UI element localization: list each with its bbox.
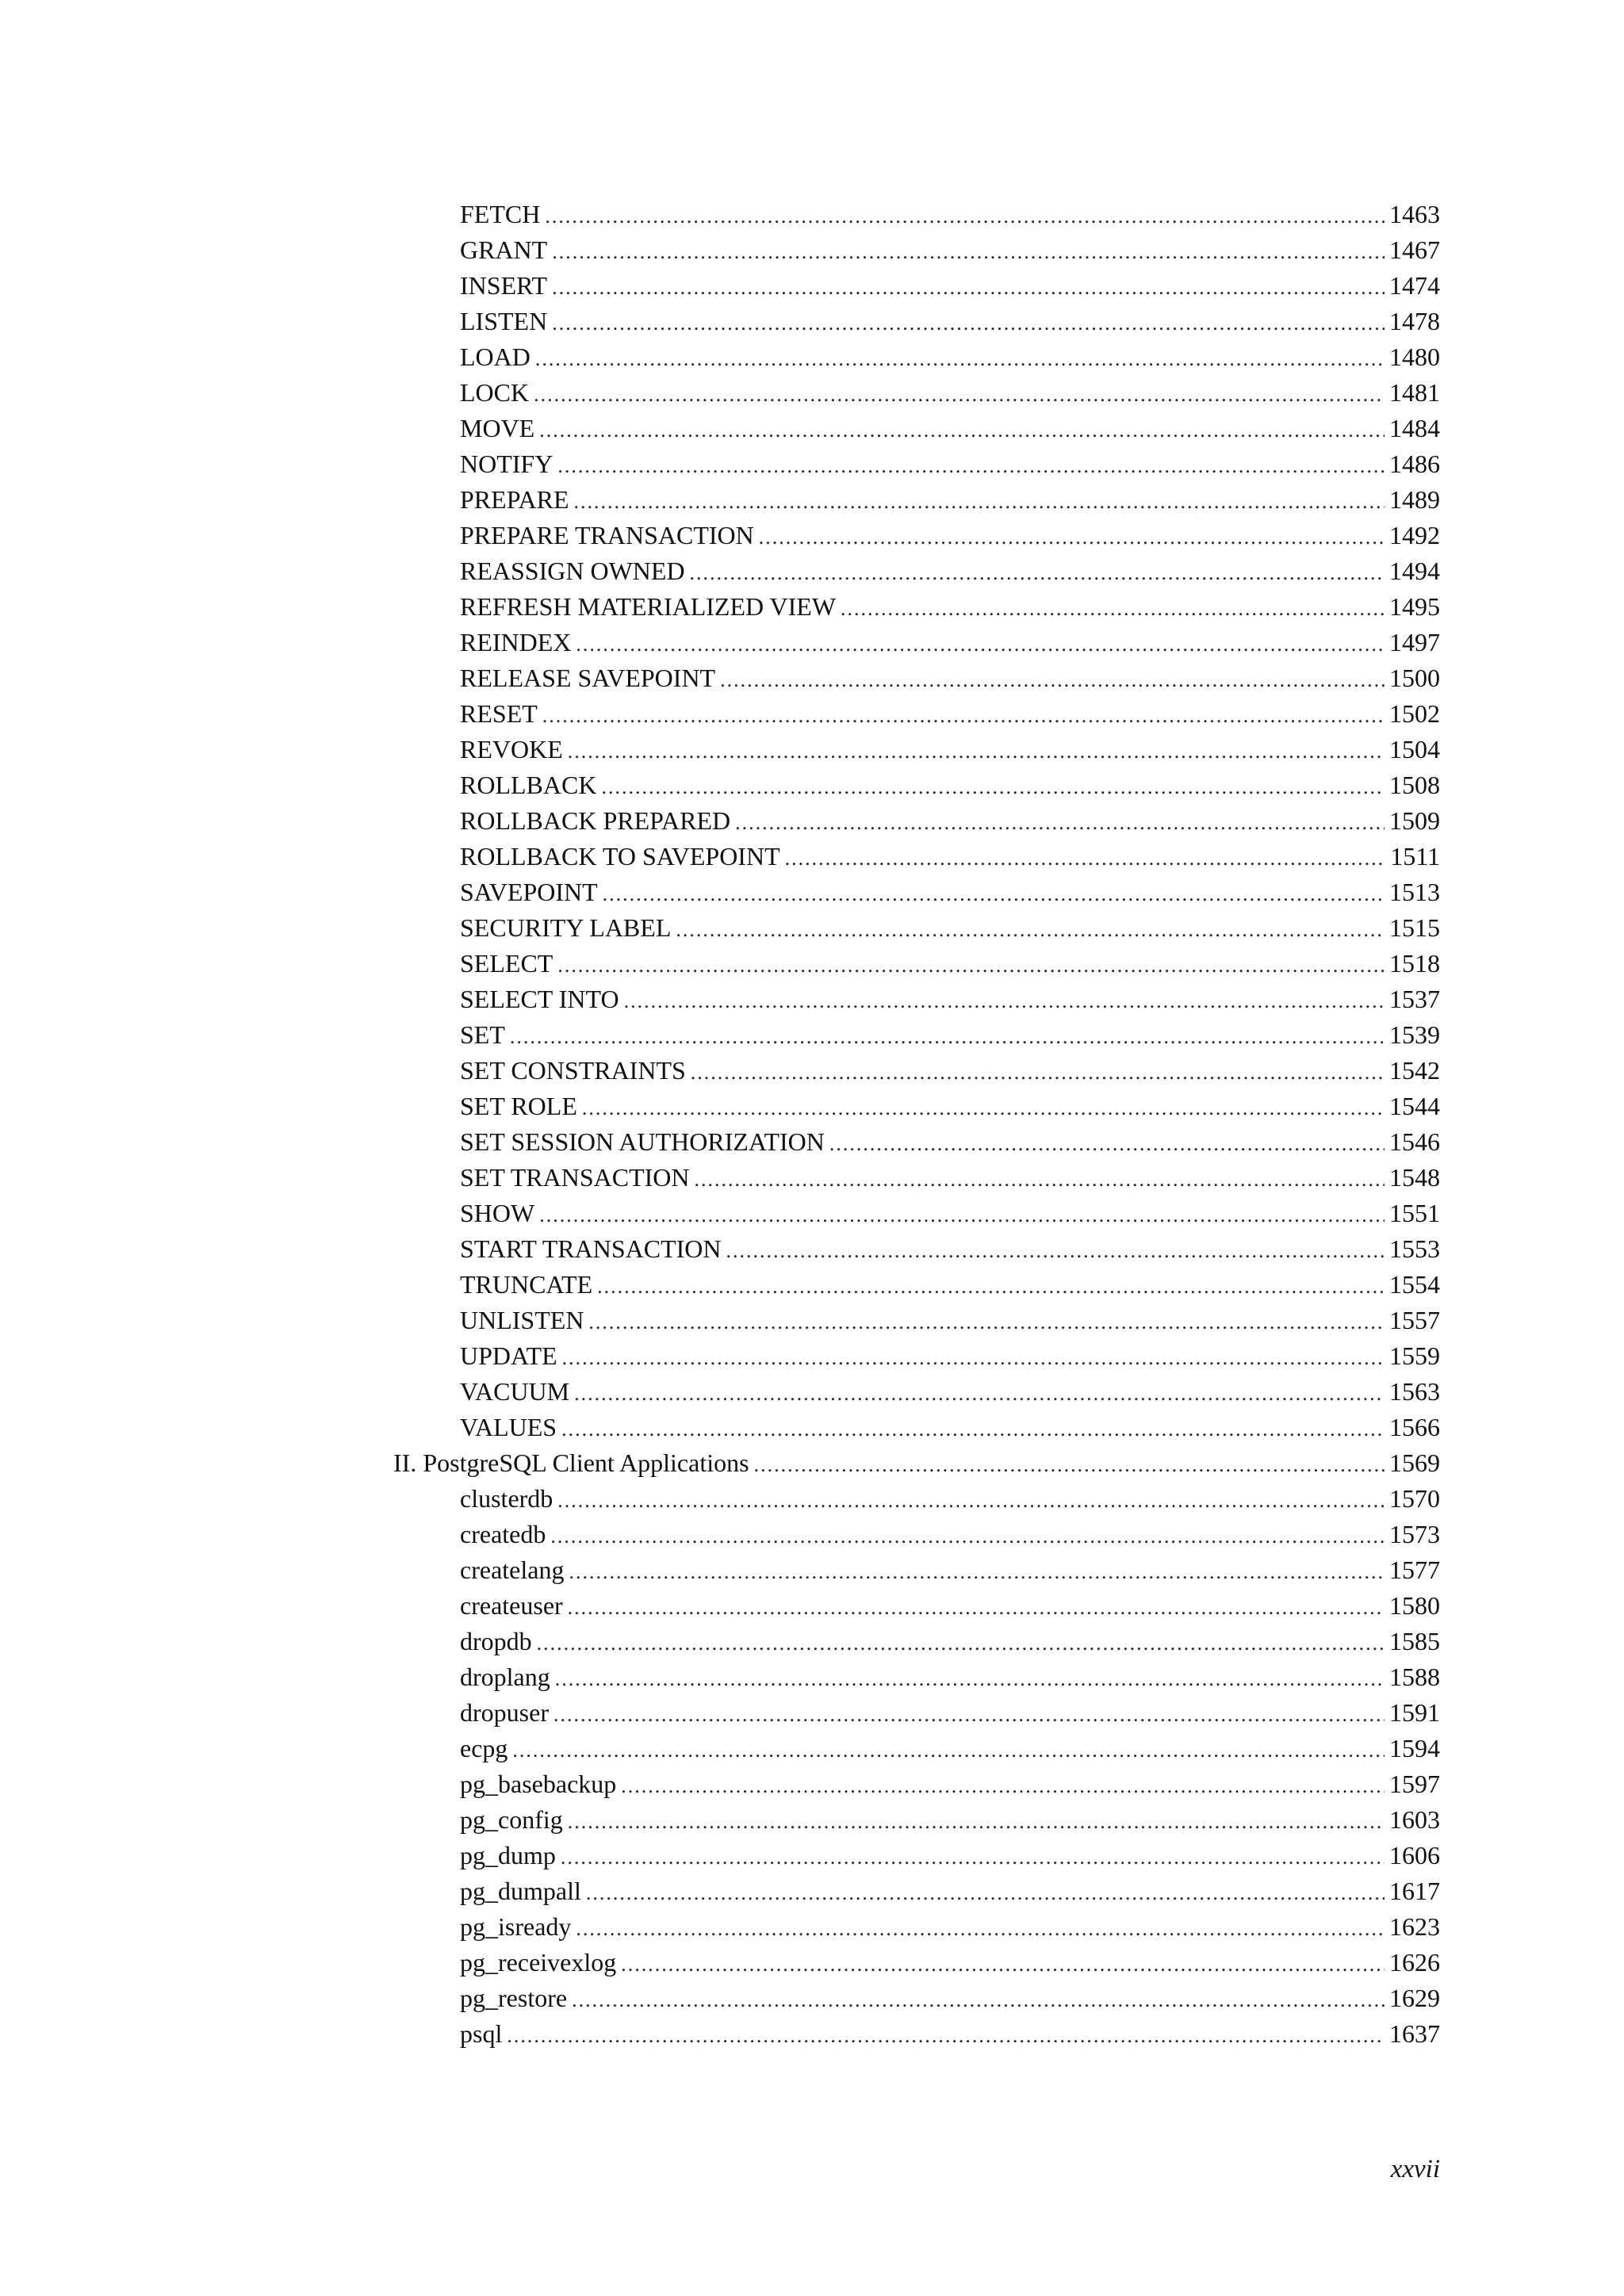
toc-entry-page: 1603	[1389, 1805, 1440, 1834]
toc-entry-title: UPDATE	[460, 1341, 557, 1370]
toc-entry-title: SELECT	[460, 949, 553, 978]
toc-entry-page: 1492	[1389, 521, 1440, 549]
toc-dot-leader	[539, 1197, 1385, 1233]
toc-dot-leader	[534, 377, 1385, 412]
toc-entry-title: REFRESH MATERIALIZED VIEW	[460, 592, 837, 621]
toc-entry-page: 1557	[1389, 1306, 1440, 1334]
toc-dot-leader	[542, 698, 1385, 733]
toc-entry-title: SAVEPOINT	[460, 878, 598, 906]
toc-entry-page: 1467	[1389, 235, 1440, 264]
toc-entry-page: 1563	[1389, 1377, 1440, 1406]
toc-entry-title: PREPARE TRANSACTION	[460, 521, 754, 549]
toc-entry-title: NOTIFY	[460, 450, 553, 478]
toc-entry-page: 1518	[1389, 949, 1440, 978]
toc-dot-leader	[597, 1269, 1385, 1304]
toc-entry-page: 1551	[1389, 1199, 1440, 1227]
toc-entry[interactable]	[393, 268, 1440, 304]
toc-entry-page: 1580	[1389, 1591, 1440, 1620]
toc-entry-title: REVOKE	[460, 735, 563, 763]
toc-entry-page: 1463	[1389, 200, 1440, 228]
toc-entry[interactable]	[393, 839, 1440, 874]
toc-dot-leader	[603, 876, 1385, 912]
toc-entry-title: ROLLBACK PREPARED	[460, 806, 731, 835]
toc-entry-title: SET TRANSACTION	[460, 1163, 690, 1192]
toc-dot-leader	[785, 840, 1386, 876]
toc-entry-page: 1513	[1389, 878, 1440, 906]
toc-dot-leader	[691, 1054, 1385, 1090]
toc-entry-page: 1597	[1389, 1770, 1440, 1798]
toc-entry[interactable]	[393, 660, 1440, 696]
toc-entry[interactable]	[393, 1338, 1440, 1374]
toc-dot-leader	[690, 555, 1385, 591]
toc-entry-title: II. PostgreSQL Client Applications	[393, 1448, 749, 1477]
toc-entry-page: 1502	[1389, 699, 1440, 728]
toc-entry-page: 1623	[1389, 1912, 1440, 1941]
toc-dot-leader	[621, 1946, 1385, 1982]
toc-entry-page: 1504	[1389, 735, 1440, 763]
toc-entry-page: 1637	[1389, 2019, 1440, 2048]
toc-entry[interactable]	[393, 910, 1440, 946]
toc-dot-leader	[552, 270, 1385, 305]
toc-entry[interactable]	[393, 1374, 1440, 1410]
toc-dot-leader	[569, 1554, 1385, 1590]
toc-entry[interactable]	[393, 1802, 1440, 1838]
toc-entry-page: 1484	[1389, 414, 1440, 442]
toc-entry-page: 1570	[1389, 1484, 1440, 1513]
toc-entry-title: GRANT	[460, 235, 548, 264]
toc-entry-title: psql	[460, 2019, 503, 2048]
toc-entry-title: VALUES	[460, 1413, 557, 1441]
toc-entry[interactable]	[393, 482, 1440, 518]
toc-entry[interactable]	[393, 1303, 1440, 1338]
toc-entry-page: 1474	[1389, 271, 1440, 300]
toc-dot-leader	[574, 1376, 1385, 1411]
toc-dot-leader	[726, 1233, 1385, 1269]
toc-entry-page: 1480	[1389, 342, 1440, 371]
toc-entry[interactable]	[393, 1410, 1440, 1445]
toc-entry-page: 1617	[1389, 1877, 1440, 1905]
toc-entry-title: START TRANSACTION	[460, 1234, 722, 1263]
toc-entry-title: VACUUM	[460, 1377, 570, 1406]
toc-dot-leader	[588, 1304, 1385, 1340]
toc-entry[interactable]	[393, 1659, 1440, 1695]
toc-dot-leader	[841, 591, 1385, 626]
toc-entry-title: LOAD	[460, 342, 530, 371]
toc-entry-page: 1515	[1389, 913, 1440, 942]
toc-entry-page: 1511	[1390, 842, 1440, 871]
toc-dot-leader	[557, 947, 1385, 983]
toc-dot-leader	[829, 1126, 1385, 1161]
toc-dot-leader	[561, 1839, 1385, 1875]
toc-dot-leader	[512, 1732, 1385, 1768]
toc-dot-leader	[561, 1411, 1385, 1447]
toc-dot-leader	[576, 626, 1385, 662]
toc-entry[interactable]	[393, 553, 1440, 589]
toc-entry-title: pg_basebackup	[460, 1770, 617, 1798]
toc-entry-page: 1577	[1389, 1556, 1440, 1584]
toc-entry[interactable]	[393, 446, 1440, 482]
toc-entry-title: RELEASE SAVEPOINT	[460, 664, 716, 692]
toc-dot-leader	[557, 1483, 1385, 1518]
toc-entry[interactable]	[393, 767, 1440, 803]
toc-dot-leader	[574, 484, 1385, 519]
toc-entry-page: 1508	[1389, 771, 1440, 799]
toc-entry[interactable]	[393, 1624, 1440, 1659]
toc-entry[interactable]	[393, 1089, 1440, 1124]
toc-part-entry[interactable]	[393, 1445, 1440, 1481]
toc-entry[interactable]	[393, 1017, 1440, 1053]
toc-dot-leader	[568, 1590, 1385, 1625]
toc-entry[interactable]	[393, 518, 1440, 553]
toc-entry-title: MOVE	[460, 414, 535, 442]
toc-entry[interactable]	[393, 1517, 1440, 1552]
toc-entry-title: SET CONSTRAINTS	[460, 1056, 686, 1085]
toc-entry[interactable]	[393, 696, 1440, 732]
toc-entry[interactable]	[393, 1481, 1440, 1517]
toc-entry-title: SECURITY LABEL	[460, 913, 672, 942]
toc-dot-leader	[562, 1340, 1385, 1376]
toc-entry-title: SET SESSION AUTHORIZATION	[460, 1127, 825, 1156]
toc-dot-leader	[720, 662, 1385, 698]
toc-entry[interactable]	[393, 304, 1440, 339]
toc-entry-page: 1546	[1389, 1127, 1440, 1156]
toc-entry-title: ROLLBACK TO SAVEPOINT	[460, 842, 780, 871]
toc-dot-leader	[507, 2018, 1385, 2053]
toc-entry-page: 1497	[1389, 628, 1440, 656]
toc-dot-leader	[539, 412, 1385, 448]
toc-entry[interactable]	[393, 1588, 1440, 1624]
toc-entry-page: 1478	[1389, 307, 1440, 335]
toc-entry-title: SHOW	[460, 1199, 535, 1227]
toc-dot-leader	[759, 519, 1385, 555]
toc-entry-page: 1553	[1389, 1234, 1440, 1263]
toc-entry-page: 1494	[1389, 557, 1440, 585]
toc-entry-page: 1594	[1389, 1734, 1440, 1762]
toc-entry-title: PREPARE	[460, 485, 569, 514]
toc-entry-title: pg_dump	[460, 1841, 556, 1869]
toc-dot-leader	[621, 1768, 1385, 1804]
toc-entry[interactable]	[393, 1731, 1440, 1766]
toc-entry-page: 1542	[1389, 1056, 1440, 1085]
toc-entry-title: TRUNCATE	[460, 1270, 593, 1299]
toc-entry[interactable]	[393, 1267, 1440, 1303]
toc-entry-page: 1537	[1389, 985, 1440, 1013]
toc-entry[interactable]	[393, 1695, 1440, 1731]
toc-entry-page: 1548	[1389, 1163, 1440, 1192]
toc-dot-leader	[555, 1661, 1385, 1697]
toc-entry[interactable]	[393, 1909, 1440, 1945]
toc-entry-title: pg_restore	[460, 1984, 568, 2012]
toc-entry-title: createlang	[460, 1556, 565, 1584]
toc-entry-title: clusterdb	[460, 1484, 553, 1513]
toc-dot-leader	[552, 305, 1385, 341]
toc-entry-title: createdb	[460, 1520, 546, 1548]
toc-entry[interactable]	[393, 1838, 1440, 1873]
toc-dot-leader	[553, 1697, 1385, 1732]
toc-dot-leader	[568, 733, 1385, 769]
toc-entry-page: 1539	[1389, 1020, 1440, 1049]
toc-entry-title: pg_config	[460, 1805, 563, 1834]
toc-entry-page: 1606	[1389, 1841, 1440, 1869]
toc-entry-page: 1585	[1389, 1627, 1440, 1655]
toc-entry[interactable]	[393, 2016, 1440, 2052]
toc-entry[interactable]	[393, 803, 1440, 839]
toc-entry-title: createuser	[460, 1591, 563, 1620]
toc-dot-leader	[735, 805, 1385, 840]
toc-dot-leader	[582, 1090, 1385, 1126]
toc-entry-page: 1509	[1389, 806, 1440, 835]
toc-dot-leader	[695, 1161, 1385, 1197]
toc-entry-title: ecpg	[460, 1734, 508, 1762]
toc-entry-title: pg_receivexlog	[460, 1948, 617, 1976]
table-of-contents	[393, 197, 1440, 2052]
toc-dot-leader	[601, 769, 1385, 805]
toc-entry-title: dropdb	[460, 1627, 532, 1655]
toc-entry-title: REINDEX	[460, 628, 572, 656]
toc-entry[interactable]	[393, 1196, 1440, 1231]
toc-entry[interactable]	[393, 1873, 1440, 1909]
toc-entry-title: REASSIGN OWNED	[460, 557, 685, 585]
toc-dot-leader	[552, 234, 1385, 270]
toc-entry-page: 1486	[1389, 450, 1440, 478]
toc-dot-leader	[545, 198, 1385, 234]
toc-entry[interactable]	[393, 197, 1440, 232]
toc-entry-title: ROLLBACK	[460, 771, 597, 799]
toc-entry-title: pg_isready	[460, 1912, 572, 1941]
toc-entry-page: 1588	[1389, 1663, 1440, 1691]
toc-entry-page: 1573	[1389, 1520, 1440, 1548]
toc-dot-leader	[572, 1982, 1385, 2018]
toc-dot-leader	[510, 1019, 1385, 1054]
toc-entry-title: SET	[460, 1020, 505, 1049]
toc-dot-leader	[576, 1911, 1385, 1946]
toc-entry[interactable]	[393, 732, 1440, 767]
toc-entry-page: 1566	[1389, 1413, 1440, 1441]
toc-entry[interactable]	[393, 1980, 1440, 2016]
toc-entry-page: 1554	[1389, 1270, 1440, 1299]
toc-dot-leader	[557, 448, 1385, 484]
toc-entry[interactable]	[393, 232, 1440, 268]
toc-entry[interactable]	[393, 1053, 1440, 1089]
toc-entry-page: 1481	[1389, 378, 1440, 407]
toc-entry-page: 1544	[1389, 1092, 1440, 1120]
toc-entry[interactable]	[393, 625, 1440, 660]
toc-entry[interactable]	[393, 1231, 1440, 1267]
toc-entry-page: 1559	[1389, 1341, 1440, 1370]
toc-entry[interactable]	[393, 375, 1440, 411]
toc-entry-page: 1629	[1389, 1984, 1440, 2012]
toc-entry[interactable]	[393, 1552, 1440, 1588]
toc-entry-title: INSERT	[460, 271, 548, 300]
toc-entry[interactable]	[393, 589, 1440, 625]
toc-dot-leader	[550, 1518, 1385, 1554]
toc-entry[interactable]	[393, 982, 1440, 1017]
toc-entry-title: LOCK	[460, 378, 530, 407]
toc-entry-page: 1500	[1389, 664, 1440, 692]
toc-entry-title: droplang	[460, 1663, 550, 1691]
toc-entry-title: dropuser	[460, 1698, 549, 1727]
toc-entry[interactable]	[393, 1160, 1440, 1196]
toc-entry-title: LISTEN	[460, 307, 548, 335]
toc-entry-title: SET ROLE	[460, 1092, 577, 1120]
toc-entry-page: 1626	[1389, 1948, 1440, 1976]
toc-dot-leader	[537, 1625, 1385, 1661]
toc-entry-page: 1495	[1389, 592, 1440, 621]
toc-dot-leader	[676, 912, 1385, 947]
toc-dot-leader	[568, 1804, 1385, 1839]
toc-dot-leader	[624, 983, 1385, 1019]
toc-entry[interactable]	[393, 339, 1440, 375]
toc-entry-title: FETCH	[460, 200, 541, 228]
toc-dot-leader	[535, 341, 1385, 377]
toc-entry[interactable]	[393, 874, 1440, 910]
toc-entry-page: 1489	[1389, 485, 1440, 514]
toc-entry[interactable]	[393, 411, 1440, 446]
toc-dot-leader	[754, 1447, 1385, 1483]
toc-entry-page: 1569	[1389, 1448, 1440, 1477]
toc-entry[interactable]	[393, 1766, 1440, 1802]
toc-entry[interactable]	[393, 946, 1440, 982]
toc-dot-leader	[586, 1875, 1385, 1911]
toc-entry-title: UNLISTEN	[460, 1306, 584, 1334]
toc-entry-title: pg_dumpall	[460, 1877, 581, 1905]
toc-entry[interactable]	[393, 1945, 1440, 1980]
toc-entry[interactable]	[393, 1124, 1440, 1160]
page-number: xxvii	[1390, 2155, 1440, 2183]
toc-entry-title: SELECT INTO	[460, 985, 619, 1013]
toc-entry-page: 1591	[1389, 1698, 1440, 1727]
toc-entry-title: RESET	[460, 699, 538, 728]
